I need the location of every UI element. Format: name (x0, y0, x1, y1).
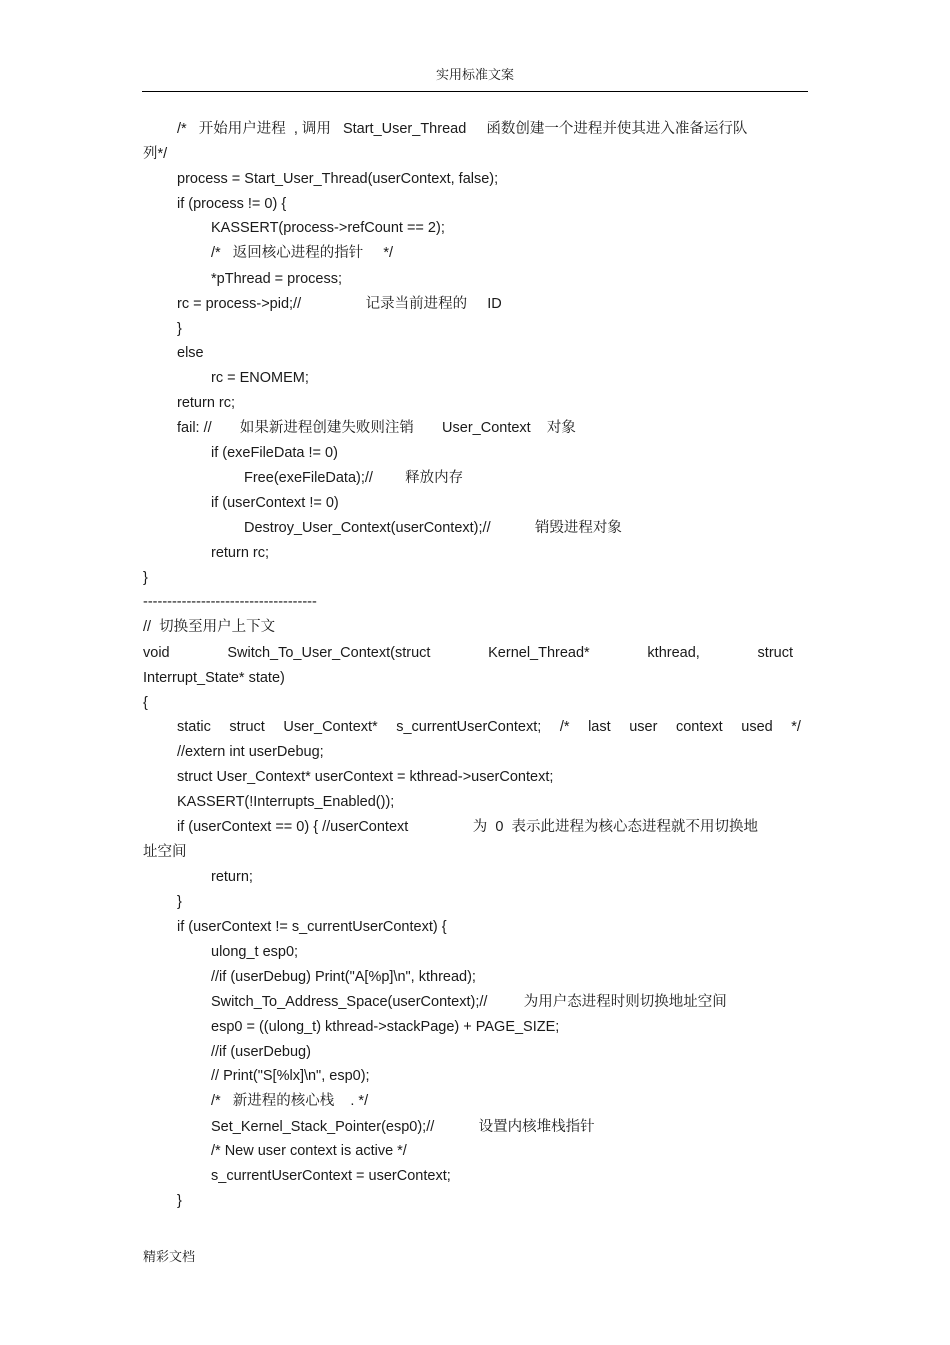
code-line: /* New user context is active */ (211, 1143, 407, 1159)
code-line: if (userContext != s_currentUserContext) { (177, 919, 447, 935)
code-line: if (userContext == 0) { //userContext 为 0 表示此进程为核心态进程就不用切换地 (177, 819, 758, 835)
code-line: } (143, 570, 148, 586)
code-line-justified (177, 717, 801, 737)
code-token: */ (791, 719, 801, 735)
code-line-justified (143, 643, 793, 663)
code-line: fail: // 如果新进程创建失败则注销 User_Context 对象 (177, 420, 576, 436)
code-line: rc = ENOMEM; (211, 370, 309, 386)
page-footer: 精彩文档 (143, 1249, 196, 1264)
code-line: Free(exeFileData);// 释放内存 (244, 470, 464, 486)
code-line: { (143, 695, 148, 711)
code-token: struct (229, 719, 265, 735)
code-line: KASSERT(!Interrupts_Enabled()); (177, 794, 395, 810)
code-token: kthread, (647, 645, 700, 661)
code-token: user (629, 719, 658, 735)
code-line: //extern int userDebug; (177, 744, 324, 760)
code-line: struct User_Context* userContext = kthread->userContext; (177, 769, 554, 785)
code-token: last (588, 719, 611, 735)
code-token: static (177, 719, 211, 735)
code-line: if (process != 0) { (177, 196, 287, 212)
separator-line: ------------------------------------ (143, 594, 317, 610)
code-line: return rc; (211, 545, 270, 561)
code-line: if (userContext != 0) (211, 495, 339, 511)
code-token: context (675, 719, 723, 735)
code-line: process = Start_User_Thread(userContext, false); (177, 171, 499, 187)
code-line: 列*/ (143, 146, 168, 162)
code-line: /* 返回核心进程的指针 */ (211, 245, 394, 261)
code-token: void (143, 645, 170, 661)
code-token: Kernel_Thread* (488, 645, 590, 661)
code-line: // 切换至用户上下文 (143, 619, 276, 635)
code-line: esp0 = ((ulong_t) kthread->stackPage) + PAGE_SIZE; (211, 1019, 560, 1035)
code-line: *pThread = process; (211, 271, 342, 287)
code-line: //if (userDebug) (211, 1044, 311, 1060)
code-line: KASSERT(process->refCount == 2); (211, 220, 445, 236)
code-line: // Print("S[%lx]\n", esp0); (211, 1068, 370, 1084)
code-token: s_currentUserContext; (396, 719, 542, 735)
code-line: return rc; (177, 395, 236, 411)
code-line: return; (211, 869, 253, 885)
code-line: if (exeFileData != 0) (211, 445, 338, 461)
code-line: Switch_To_Address_Space(userContext);// 为用户态进程时则切换地址空间 (211, 994, 727, 1010)
code-line: Destroy_User_Context(userContext);// 销毁进程对象 (244, 520, 622, 536)
code-token: Switch_To_User_Context(struct (227, 645, 431, 661)
code-line: } (177, 321, 182, 337)
code-token: used (741, 719, 773, 735)
code-line: rc = process->pid;// 记录当前进程的 ID (177, 296, 502, 312)
code-token: User_Context* (283, 719, 378, 735)
code-line: //if (userDebug) Print("A[%p]\n", kthread); (211, 969, 476, 985)
page-header: 实用标准文案 (435, 67, 514, 82)
code-line: 址空间 (143, 844, 187, 860)
code-line: else (177, 345, 204, 361)
code-line: } (177, 1193, 182, 1209)
code-line: Interrupt_State* state) (143, 670, 285, 686)
header-rule (142, 91, 808, 92)
code-line: ulong_t esp0; (211, 944, 299, 960)
code-line: /* 新进程的核心栈 . */ (211, 1093, 369, 1109)
code-line: } (177, 894, 182, 910)
code-token: /* (559, 719, 570, 735)
code-token: struct (757, 645, 793, 661)
code-line: s_currentUserContext = userContext; (211, 1168, 451, 1184)
code-line: Set_Kernel_Stack_Pointer(esp0);// 设置内核堆栈指针 (211, 1119, 595, 1135)
code-line: /* 开始用户进程 , 调用 Start_User_Thread 函数创建一个进程并使其进入准备运行队 (177, 121, 748, 137)
